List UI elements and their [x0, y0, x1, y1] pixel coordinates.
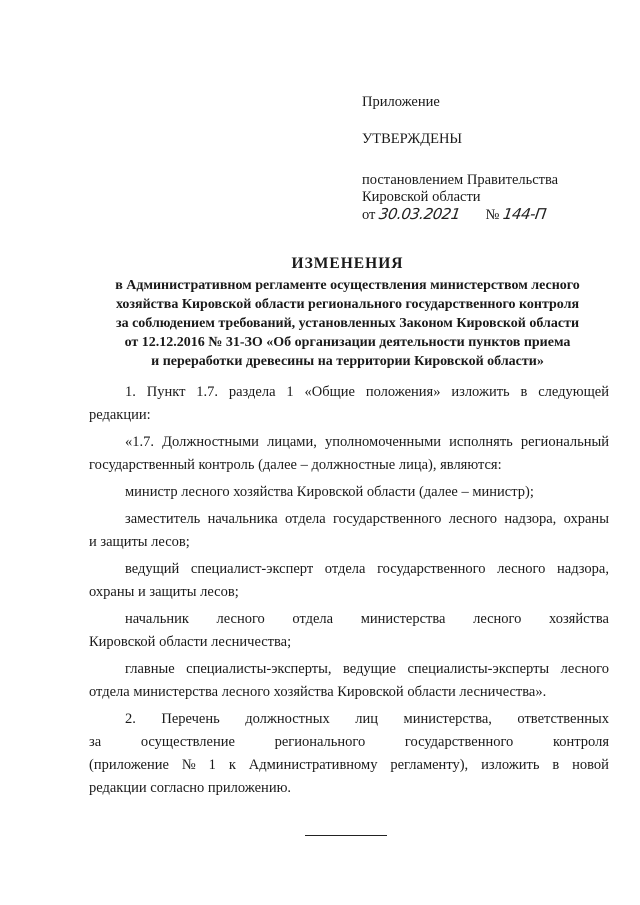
word: государственного: [404, 734, 514, 750]
word: министерства,: [403, 711, 492, 727]
word: «1.7.: [125, 434, 154, 450]
word: охраны: [563, 511, 609, 527]
subtitle-line-2: хозяйства Кировской области регионального государственного контроля: [115, 297, 580, 312]
handwritten-date: 30.03.2021: [377, 205, 462, 223]
word: специалист-эксперт: [190, 561, 314, 577]
decree-line-1: постановлением Правительства: [362, 172, 559, 188]
word: ведущие: [342, 661, 396, 677]
word: за: [89, 734, 102, 750]
word: исполнять: [449, 434, 513, 450]
word: изложить: [481, 757, 540, 773]
subtitle-line-3: за соблюдением требований, установленных Законом Кировской области: [115, 316, 580, 331]
subtitle-line-1: в Административном регламенте осуществления министерством лесного: [115, 278, 580, 293]
word: начальника: [207, 511, 278, 527]
number-prefix: №: [485, 207, 500, 223]
paragraph-text: отдела министерства лесного хозяйства Кировской области лесничества».: [89, 684, 547, 700]
word: следующей: [538, 384, 609, 400]
word: Перечень: [161, 711, 220, 727]
paragraph-6: [89, 608, 609, 654]
word: новой: [572, 757, 609, 773]
word: 1.: [125, 384, 136, 400]
word: отдела: [285, 511, 326, 527]
word: главные: [125, 661, 175, 677]
word: контроля: [552, 734, 609, 750]
word: лесного: [560, 661, 609, 677]
word: ведущий: [125, 561, 180, 577]
justified-line: [89, 754, 609, 777]
word: в: [552, 757, 560, 773]
word: (приложение: [89, 757, 169, 773]
word: заместитель: [125, 511, 201, 527]
word: раздела: [228, 384, 276, 400]
decree-line-2: Кировской области: [362, 189, 481, 205]
date-number-line: [362, 206, 622, 224]
word: хозяйства: [549, 611, 609, 627]
justified-line: [89, 381, 609, 404]
word: регионального: [274, 734, 366, 750]
paragraph-text: редакции:: [89, 407, 151, 423]
approval-block: [362, 94, 622, 224]
document-body: [89, 381, 609, 800]
word: лесного: [448, 511, 498, 527]
word: 2.: [125, 711, 136, 727]
paragraph-4: [89, 508, 609, 554]
word: в: [520, 384, 528, 400]
paragraph-text: государственный контроль (далее – должностные лица), являются:: [89, 457, 502, 473]
paragraph-3: [89, 481, 609, 504]
word: надзора,: [504, 511, 557, 527]
paragraph-2: [89, 431, 609, 477]
word: лесного: [473, 611, 522, 627]
paragraph-8: [89, 708, 609, 800]
justified-line: [89, 558, 609, 581]
justified-line: [89, 708, 609, 731]
paragraph-1: [89, 381, 609, 427]
paragraph-text: министр лесного хозяйства Кировской области (далее – министр);: [125, 484, 534, 500]
paragraph-text: редакции согласно приложению.: [89, 780, 292, 796]
word: Пункт: [146, 384, 186, 400]
word: надзора,: [557, 561, 609, 577]
word: Административному: [248, 757, 378, 773]
word: специалисты-эксперты,: [186, 661, 332, 677]
word: государственного: [377, 561, 486, 577]
paragraph-5: [89, 558, 609, 604]
word: специалисты-эксперты: [407, 661, 550, 677]
word: отдела: [292, 611, 334, 627]
paragraph-text: и защиты лесов;: [89, 534, 190, 550]
title-block: [80, 255, 615, 371]
subtitle-line-4: от 12.12.2016 № 31-ЗО «Об организации деятельности пунктов приема: [124, 335, 571, 350]
justified-line: [89, 608, 609, 631]
word: «Общие: [304, 384, 355, 400]
end-divider: [305, 835, 387, 836]
word: ответственных: [517, 711, 609, 727]
appendix-label: Приложение: [362, 94, 440, 110]
justified-line: [89, 508, 609, 531]
paragraph-7: [89, 658, 609, 704]
approved-label: УТВЕРЖДЕНЫ: [362, 131, 463, 147]
word: лицами,: [267, 434, 317, 450]
word: должностных: [245, 711, 330, 727]
subtitle-line-5: и переработки древесины на территории Кировской области»: [151, 354, 544, 369]
word: отдела: [324, 561, 366, 577]
word: Должностными: [162, 434, 259, 450]
word: регламенту),: [390, 757, 469, 773]
handwritten-number: 144-П: [501, 205, 548, 223]
word: осуществление: [140, 734, 235, 750]
word: лиц: [355, 711, 379, 727]
paragraph-text: Кировской области лесничества;: [89, 634, 292, 650]
word: лесного: [216, 611, 265, 627]
word: 1.7.: [196, 384, 219, 400]
paragraph-text: охраны и защиты лесов;: [89, 584, 239, 600]
word: 1: [286, 384, 294, 400]
justified-line: [89, 658, 609, 681]
word: региональный: [520, 434, 609, 450]
word: лесного: [497, 561, 546, 577]
word: №: [181, 757, 196, 773]
date-prefix: от: [362, 207, 376, 223]
justified-line: [89, 431, 609, 454]
word: уполномоченными: [324, 434, 441, 450]
word: государственного: [333, 511, 442, 527]
word: к: [228, 757, 236, 773]
word: положения»: [365, 384, 441, 400]
word: начальник: [125, 611, 189, 627]
word: министерства: [360, 611, 446, 627]
document-title: ИЗМЕНЕНИЯ: [291, 255, 404, 272]
justified-line: [89, 731, 609, 754]
word: изложить: [451, 384, 510, 400]
word: 1: [208, 757, 216, 773]
